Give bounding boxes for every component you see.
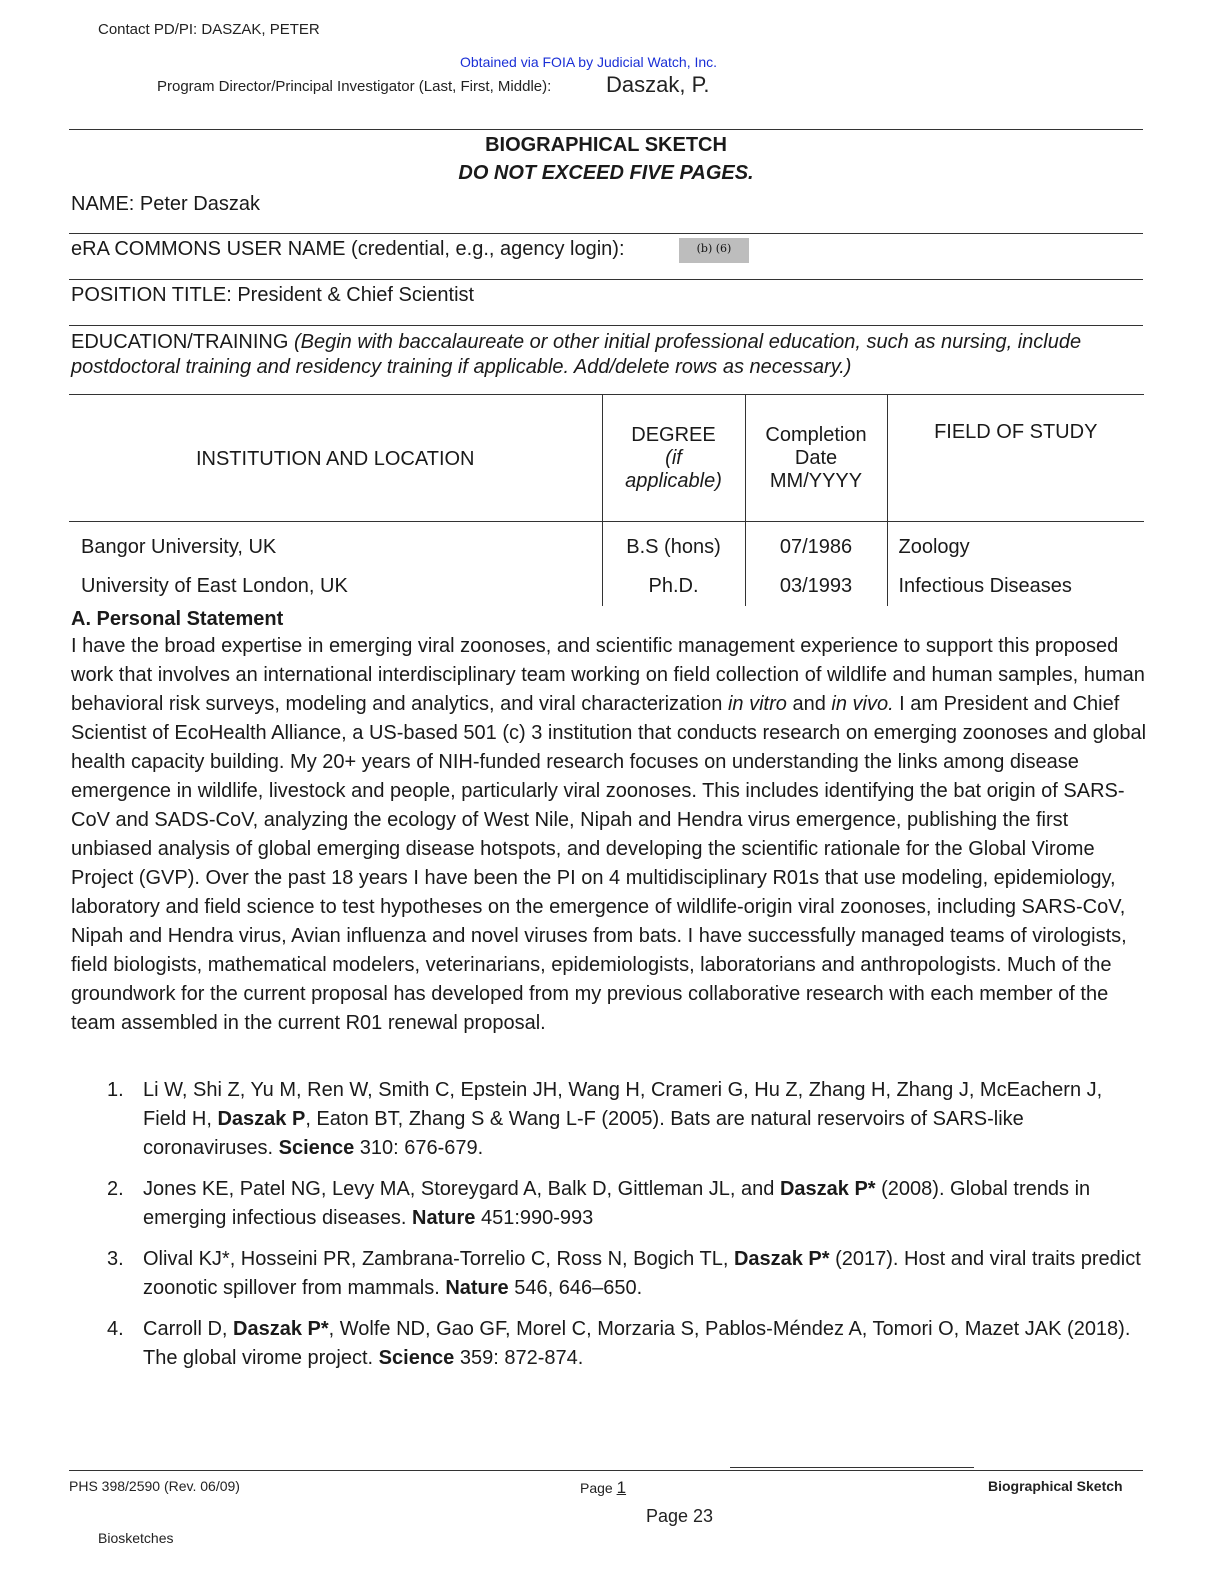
list-item: 1. Li W, Shi Z, Yu M, Ren W, Smith C, Epstein JH, Wang H, Crameri G, Hu Z, Zhang H, Zhang J, McEachern J, Field H, Daszak P, Eaton BT, Zhang S & Wang L-F (2005). Bats are natural reservoirs of SARS-like coronaviruses. Science 310: 676-679. (107, 1079, 1103, 1159)
list-item: 3. Olival KJ*, Hosseini PR, Zambrana-Torrelio C, Ross N, Bogich TL, Daszak P* (2017). Host and viral traits predict zoonotic spillover from mammals. Nature 546, 646–650. (107, 1248, 1141, 1299)
footer-divider-accent (730, 1467, 974, 1468)
education-label: EDUCATION/TRAINING (71, 331, 289, 353)
document-subtitle: DO NOT EXCEED FIVE PAGES. (458, 162, 754, 184)
education-table-header (69, 395, 1144, 522)
contact-pdpi: Contact PD/PI: DASZAK, PETER (98, 21, 320, 38)
education-instruction-text: (Begin with baccalaureate or other initial professional education, such as nursing, include postdoctoral training and residency training if applicable. Add/delete rows as necessary.) (71, 331, 1082, 378)
cell-institution: Bangor University, UK (81, 535, 277, 558)
foia-watermark: Obtained via FOIA by Judicial Watch, Inc. (460, 54, 718, 70)
page-total: Page 23 (646, 1506, 714, 1526)
education-table (69, 394, 1144, 606)
document-title: BIOGRAPHICAL SKETCH (485, 134, 727, 156)
header-degree: DEGREE (if applicable) (602, 395, 745, 522)
header-completion-date: Completion Date MM/YYYY (745, 395, 887, 522)
list-item: 4. Carroll D, Daszak P*, Wolfe ND, Gao GF, Morel C, Morzaria S, Pablos-Méndez A, Tomori O, Mazet JAK (2018). The global virome project. Science 359: 872-874. (107, 1318, 1131, 1369)
table-row (69, 522, 1144, 567)
cell-field: Zoology (887, 522, 1144, 567)
divider (69, 129, 1143, 130)
cell-degree: B.S (hons) (602, 522, 745, 567)
footer-form-number: PHS 398/2590 (Rev. 06/09) (69, 1478, 240, 1494)
education-instruction (71, 330, 1131, 380)
divider (69, 233, 1143, 234)
cell-date: 03/1993 (745, 566, 887, 606)
cell-degree: Ph.D. (602, 566, 745, 606)
cell-field: Infectious Diseases (887, 566, 1144, 606)
divider (69, 279, 1143, 280)
reference-list (71, 1076, 1151, 1385)
footer-page: Page 1 (580, 1478, 627, 1497)
pdpi-value: Daszak, P. (606, 72, 710, 97)
section-heading: A. Personal Statement (71, 608, 284, 630)
name-field: NAME: Peter Daszak (71, 193, 260, 215)
table-row (69, 566, 1144, 606)
personal-statement-body: I have the broad expertise in emerging viral zoonoses, and scientific management experience to support this proposed work that involves an international interdisciplinary team working on field collection of wildlife and human samples, human behavioral risk surveys, modeling and analytics, and viral characterization in vitro and in vivo. I am President and Chief Scientist of EcoHealth Alliance, a US-based 501 (c) 3 institution that conducts research on emerging zoonoses and global health capacity building. My 20+ years of NIH-funded research focuses on understanding the links among disease emergence in wildlife, livestock and people, particularly viral zoonoses. This includes identifying the bat origin of SARS-CoV and SADS-CoV, analyzing the ecology of West Nile, Nipah and Hendra virus emergence, publishing the first unbiased analysis of global emerging disease hotspots, and developing the scientific rationale for the Global Virome Project (GVP). Over the past 18 years I have been the PI on 4 multidisciplinary R01s that use modeling, epidemiology, laboratory and field science to test hypotheses on the emergence of wildlife-origin viral zoonoses, including SARS-CoV, Nipah and Hendra virus, Avian influenza and novel viruses from bats. I have successfully managed teams of virologists, field biologists, mathematical modelers, veterinarians, epidemiologists, laboratorians and anthropologists. Much of the groundwork for the current proposal has developed from my previous collaborative research with each member of the team assembled in the current R01 renewal proposal. (71, 635, 1147, 1034)
cell-institution: University of East London, UK (81, 574, 348, 597)
divider (69, 325, 1143, 326)
footer-divider (69, 1470, 1143, 1471)
header-institution: INSTITUTION AND LOCATION (69, 395, 602, 522)
era-commons-label: eRA COMMONS USER NAME (credential, e.g., agency login): (71, 238, 625, 260)
footer-category: Biosketches (98, 1530, 174, 1546)
footer-section: Biographical Sketch (988, 1478, 1123, 1494)
position-title: POSITION TITLE: President & Chief Scientist (71, 284, 475, 306)
pdpi-label: Program Director/Principal Investigator (Last, First, Middle): (157, 78, 552, 95)
header-field: FIELD OF STUDY (887, 395, 1144, 522)
cell-date: 07/1986 (745, 522, 887, 567)
redaction-box: (b) (6) (679, 238, 749, 263)
list-item: 2. Jones KE, Patel NG, Levy MA, Storeygard A, Balk D, Gittleman JL, and Daszak P* (2008). Global trends in emerging infectious diseases. Nature 451:990-993 (107, 1178, 1091, 1229)
